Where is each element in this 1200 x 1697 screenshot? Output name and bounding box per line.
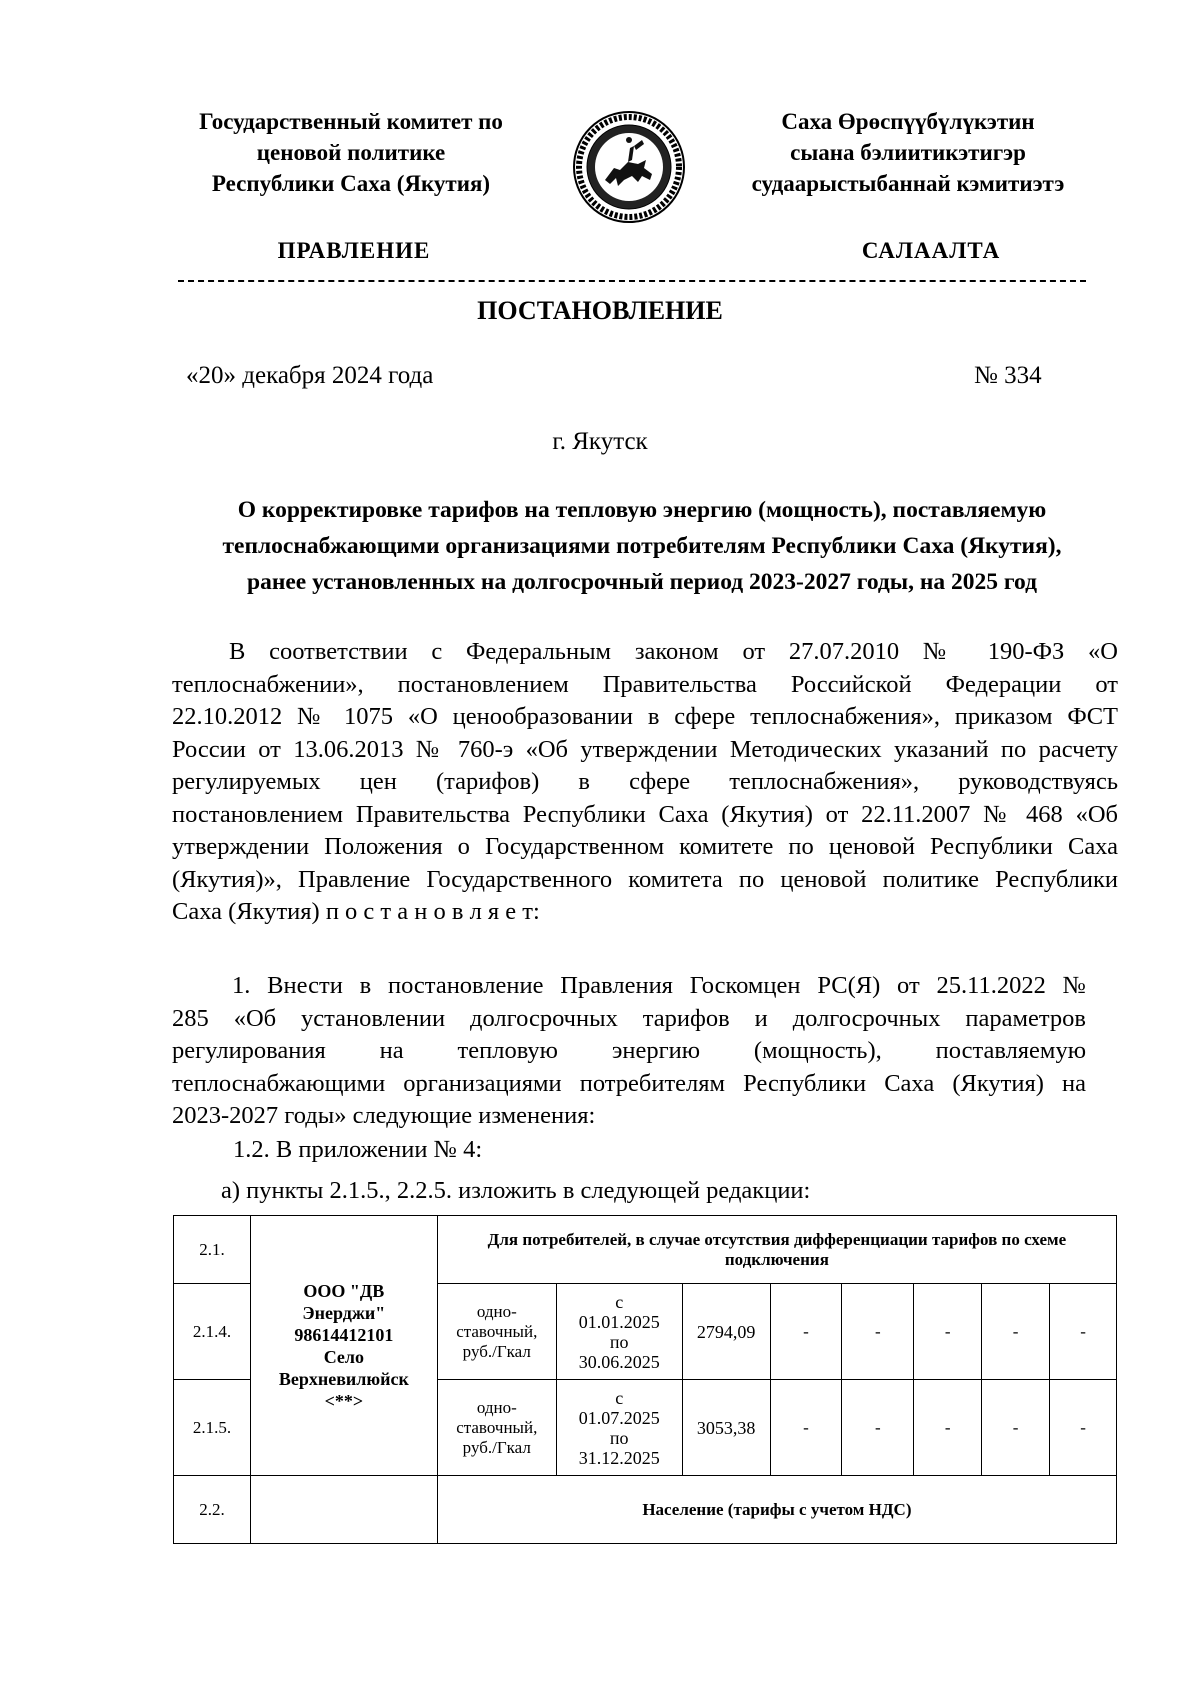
board-label-ru: ПРАВЛЕНИЕ [277, 238, 431, 263]
org-line: Село [323, 1346, 365, 1367]
committee-name-ru-line: Государственный комитет по [199, 109, 503, 134]
org-line: Верхневилюйск [278, 1368, 409, 1389]
organization-cell [250, 1216, 437, 1476]
empty-value: - [842, 1284, 914, 1380]
committee-name-sakha-line: сыана бэлиитикэтигэр [790, 140, 1026, 165]
committee-name-ru-line: Республики Саха (Якутия) [211, 171, 491, 196]
org-line: ООО "ДВ [303, 1280, 385, 1301]
paragraph-line: теплоснабжении», постановлением Правительства Российской Федерации от [172, 670, 1118, 698]
committee-name-sakha-line: судаарыстыбаннай кэмитиэтэ [751, 171, 1065, 196]
document-type: ПОСТАНОВЛЕНИЕ [477, 296, 723, 325]
document-subject [172, 492, 1112, 600]
period-line: 30.06.2025 [578, 1351, 660, 1372]
empty-value: - [842, 1380, 914, 1476]
paragraph-line: регулирования на тепловую энергию (мощность), поставляемую [172, 1037, 1086, 1064]
tariff-type-line: руб./Гкал [462, 1341, 531, 1361]
paragraph-line: 22.10.2012 № 1075 «О ценообразовании в сфере теплоснабжения», приказом ФСТ [172, 703, 1118, 730]
tariff-type-line: ставочный, [456, 1321, 538, 1341]
paragraph-item-1 [172, 970, 1086, 1133]
coat-of-arms-emblem-icon [572, 110, 686, 224]
org-line: 98614412101 [294, 1324, 394, 1345]
paragraph-item-a: а) пункты 2.1.5., 2.2.5. изложить в следующей редакции: [221, 1177, 811, 1204]
organization-cell-empty [250, 1476, 437, 1544]
paragraph-line: постановлением Правительства Республики Саха (Якутия) от 22.11.2007 № 468 «Об [172, 800, 1118, 828]
period-line: с [615, 1291, 624, 1312]
subject-line: теплоснабжающими организациями потребителям Республики Саха (Якутия), [222, 533, 1062, 559]
paragraph-line: (Якутия)», Правление Государственного комитета по ценовой политике Республики [172, 865, 1118, 893]
empty-value: - [914, 1284, 982, 1380]
tariff-type-line: ставочный, [456, 1417, 538, 1437]
committee-name-ru [162, 106, 540, 199]
subject-line: О корректировке тарифов на тепловую энергию (мощность), поставляемую [237, 497, 1047, 523]
tariff-type [437, 1284, 556, 1380]
paragraph-preamble [172, 636, 1118, 929]
org-line: Энерджи" [302, 1302, 386, 1323]
section-header: Население (тарифы с учетом НДС) [437, 1476, 1116, 1544]
tariff-type-line: одно- [476, 1301, 517, 1321]
period-line: 31.12.2025 [578, 1447, 660, 1468]
paragraph-item-1-2: 1.2. В приложении № 4: [233, 1136, 483, 1163]
document-number: № 334 [974, 362, 1042, 389]
period-line: по [609, 1331, 629, 1352]
committee-name-sakha-line: Саха Өрөспүүбүлүкэтин [781, 109, 1035, 134]
tariff-period [556, 1284, 682, 1380]
subject-line: ранее установленных на долгосрочный период 2023-2027 годы, на 2025 год [247, 569, 1037, 595]
empty-value: - [914, 1380, 982, 1476]
period-line: 01.01.2025 [578, 1311, 660, 1332]
paragraph-line: Саха (Якутия) п о с т а н о в л я е т: [172, 898, 540, 925]
empty-value: - [770, 1380, 842, 1476]
paragraph-line: теплоснабжающими организациями потребителям Республики Саха (Якутия) на [172, 1069, 1086, 1097]
row-number: 2.1.4. [174, 1284, 251, 1380]
table-row [174, 1476, 1117, 1544]
empty-value: - [770, 1284, 842, 1380]
tariff-value: 2794,09 [682, 1284, 770, 1380]
paragraph-line: В соответствии с Федеральным законом от 27.07.2010 № 190-ФЗ «О [229, 638, 1118, 665]
row-number: 2.1.5. [174, 1380, 251, 1476]
org-line: <**> [324, 1390, 364, 1411]
committee-name-sakha [716, 106, 1100, 199]
paragraph-line: 1. Внести в постановление Правления Госкомцен РС(Я) от 25.11.2022 № [232, 972, 1086, 999]
tariff-type-line: одно- [476, 1397, 517, 1417]
document-city: г. Якутск [552, 428, 648, 455]
paragraph-line: регулируемых цен (тарифов) в сфере теплоснабжения», руководствуясь [172, 768, 1118, 795]
committee-name-ru-line: ценовой политике [256, 140, 446, 165]
period-line: 01.07.2025 [578, 1407, 660, 1428]
empty-value: - [1050, 1284, 1117, 1380]
paragraph-line: 285 «Об установлении долгосрочных тарифов и долгосрочных параметров [172, 1004, 1086, 1032]
paragraph-line: России от 13.06.2013 № 760-э «Об утверждении Методических указаний по расчету [172, 735, 1118, 763]
paragraph-line: 2023-2027 годы» следующие изменения: [172, 1102, 596, 1129]
tariff-period [556, 1380, 682, 1476]
row-number: 2.2. [174, 1476, 251, 1544]
board-label-sakha: САЛААЛТА [861, 238, 1001, 263]
tariff-value: 3053,38 [682, 1380, 770, 1476]
tariff-type [437, 1380, 556, 1476]
paragraph-line: утверждении Положения о Государственном комитете по ценовой Республики Саха [172, 833, 1118, 860]
tariff-type-line: руб./Гкал [462, 1437, 531, 1457]
header-divider [178, 280, 1086, 282]
empty-value: - [982, 1380, 1050, 1476]
document-date: «20» декабря 2024 года [186, 362, 434, 389]
tariff-table [173, 1215, 1117, 1544]
row-number: 2.1. [174, 1216, 251, 1284]
period-line: с [615, 1387, 624, 1408]
empty-value: - [982, 1284, 1050, 1380]
empty-value: - [1050, 1380, 1117, 1476]
section-header: Для потребителей, в случае отсутствия дифференциации тарифов по схеме подключения [437, 1216, 1116, 1284]
period-line: по [609, 1427, 629, 1448]
table-row [174, 1216, 1117, 1284]
